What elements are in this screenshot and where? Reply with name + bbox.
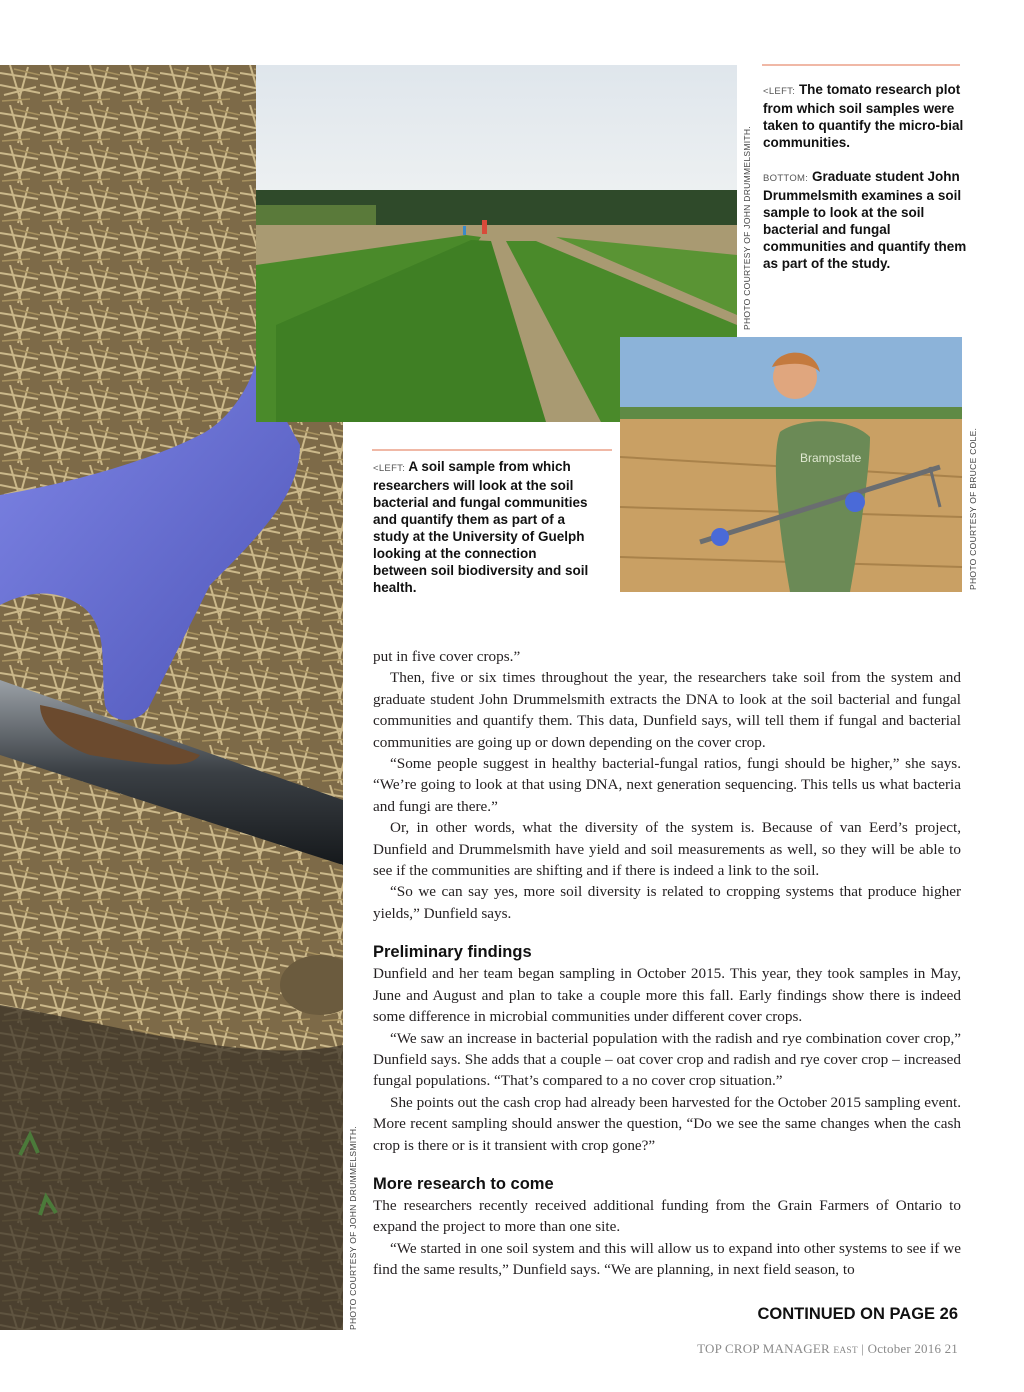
article-paragraph: “We started in one soil system and this will allow us to expand into other systems to see if we find the same results,” Dunfield says. “We are planning, in next field season, to [373, 1239, 961, 1279]
article-paragraph: Or, in other words, what the diversity of the system is. Because of van Eerd’s project, Dunfield and Drummelsmith have yield and soil measurements as well, so they will be able to see if the communities are shifting and if there is indeed a link to the soil. [373, 819, 961, 880]
caption-graduate-student: Graduate student John Drummelsmith examines a soil sample to look at the soil bacterial and fungal communities and quantify them as part of the study. [763, 169, 967, 271]
article-paragraph: The researchers recently received additional funding from the Grain Farmers of Ontario to expand the project to more than one site. [373, 1196, 961, 1236]
continued-on-page: CONTINUED ON PAGE 26 [757, 1305, 958, 1323]
soil-photo-credit: PHOTO COURTESY OF JOHN DRUMMELSMITH. [348, 1126, 358, 1330]
caption-middle-left [373, 458, 593, 596]
shirt-print: Brampstate [800, 451, 862, 465]
article-paragraph: “We saw an increase in bacterial population with the radish and rye combination cover crop,” Dunfield says. She adds that a couple – oat cover crop and radish and rye cover crop – increased fungal populations. “That’s compared to a no cover crop situation.” [373, 1029, 961, 1090]
caption-tomato-plot: The tomato research plot from which soil samples were taken to quantify the micro-bial communities. [763, 82, 964, 150]
magazine-edition: EAST [833, 1346, 858, 1356]
field-photo-credit: PHOTO COURTESY OF JOHN DRUMMELSMITH. [742, 126, 752, 330]
issue-date-page: | October 2016 21 [861, 1341, 958, 1356]
caption-tag-left-2: <LEFT: [373, 463, 406, 474]
magazine-name: TOP CROP MANAGER [697, 1341, 830, 1356]
article-paragraph: “Some people suggest in healthy bacterial-fungal ratios, fungi should be higher,” she says. “We’re going to look at that using DNA, next generation sequencing. This tells us what bacteria and fungi are there.” [373, 755, 961, 815]
article-body [373, 646, 961, 1281]
graduate-student-photo [620, 337, 962, 592]
caption-tag-bottom: BOTTOM: [763, 173, 809, 184]
article-paragraph: Then, five or six times throughout the year, the researchers take soil from the system and graduate student John Drummelsmith extracts the DNA to look at the soil bacterial and fungal communities and quantify them. This data, Dunfield says, will tell them if fungal and bacterial communities are going up or down depending on the cover crop. [373, 669, 961, 751]
caption-tag-left: <LEFT: [763, 86, 796, 97]
graduate-student-illustration [620, 337, 962, 592]
caption-soil-sample: A soil sample from which researchers will look at the soil bacterial and fungal communities and quantify them as part of a study at the University of Guelph looking at the connection between soil biodiversity and soil health. [373, 459, 589, 595]
caption-rule-middle [372, 449, 612, 451]
heading-preliminary-findings: Preliminary findings [373, 943, 532, 962]
page-footer [697, 1341, 958, 1357]
heading-more-research: More research to come [373, 1174, 554, 1193]
caption-rule-top [762, 64, 960, 66]
article-paragraph: She points out the cash crop had already been harvested for the October 2015 sampling event. More recent sampling should answer the question, “Do we see the same changes when the cash crop is there or is it transient with crop gone?” [373, 1093, 961, 1154]
article-paragraph: “So we can say yes, more soil diversity is related to cropping systems that produce higher yields,” Dunfield says. [373, 883, 961, 922]
article-paragraph: Dunfield and her team began sampling in October 2015. This year, they took samples in May, June and August and plan to take a couple more this fall. Early findings show there is indeed some difference in microbial communities under different cover crops. [373, 965, 961, 1026]
article-paragraph: put in five cover crops.” [373, 648, 521, 665]
student-photo-credit: PHOTO COURTESY OF BRUCE COLE. [968, 427, 978, 590]
caption-top-right [763, 81, 971, 272]
